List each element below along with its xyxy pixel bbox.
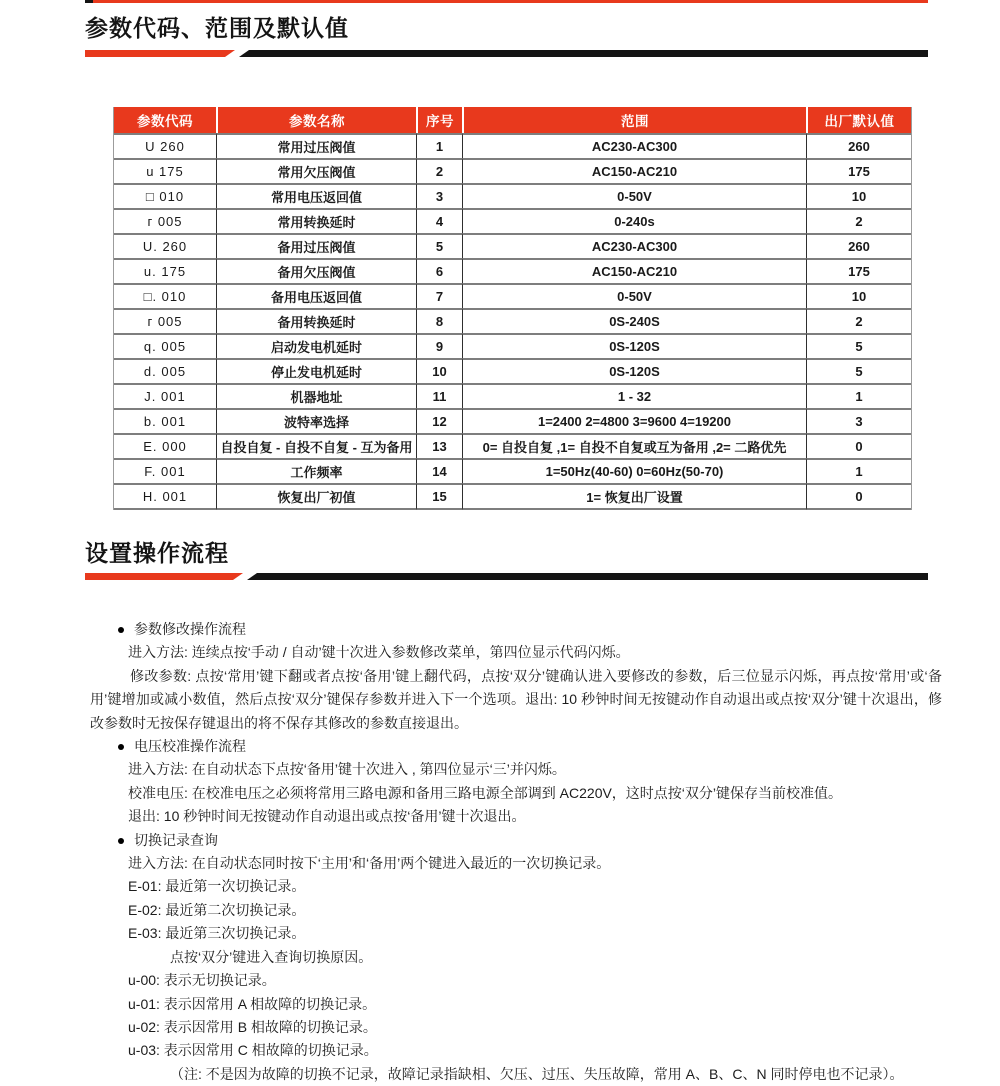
cell-name: 备用转换延时	[216, 308, 416, 333]
cell-seq: 1	[416, 133, 462, 158]
procedure-line: 退出: 10 秒钟时间无按键动作自动退出或点按‘备用’键十次退出。	[128, 808, 526, 825]
top-rule-cap	[85, 0, 93, 3]
procedure-line: 修改参数: 点按‘常用’键下翻或者点按‘备用’键上翻代码，点按‘双分’键确认进入要修改的参数，后三位显示闪烁，再点按‘常用’或‘备用’键增加或减小数值，然后点按‘双分’键保存参数并进入下一个选项。退出: 10 秒钟时间无按键动作自动退出或点按‘双分’键十次退出，修改参数时无按保存键退出的将不保存其修改的参数直接退出。	[90, 667, 942, 731]
section-title-parameters: 参数代码、范围及默认值	[85, 15, 349, 41]
section-divider	[85, 573, 928, 580]
procedure-line: E-03: 最近第三次切换记录。	[128, 925, 306, 942]
cell-range: 0S-120S	[462, 333, 806, 358]
bullet-icon	[118, 838, 124, 844]
column-header: 范围	[462, 107, 806, 133]
cell-name: 常用转换延时	[216, 208, 416, 233]
cell-seq: 8	[416, 308, 462, 333]
cell-default: 1	[806, 383, 911, 408]
procedure-title: 切换记录查询	[134, 831, 218, 848]
table-row	[114, 358, 911, 383]
cell-default: 10	[806, 283, 911, 308]
procedure-title: 参数修改操作流程	[134, 621, 246, 637]
cell-range: AC150-AC210	[462, 158, 806, 183]
parameter-table	[113, 107, 912, 510]
cell-seq: 3	[416, 183, 462, 208]
table-row	[114, 258, 911, 283]
cell-seq: 10	[416, 358, 462, 383]
cell-code: E. 000	[114, 433, 216, 458]
cell-code: d. 005	[114, 358, 216, 383]
cell-default: 10	[806, 183, 911, 208]
table-row	[114, 383, 911, 408]
cell-default: 5	[806, 333, 911, 358]
procedure-heading	[90, 735, 942, 758]
cell-code: U 260	[114, 133, 216, 158]
cell-range: 0-50V	[462, 283, 806, 308]
cell-code: b. 001	[114, 408, 216, 433]
cell-default: 260	[806, 233, 911, 258]
cell-name: 波特率选择	[216, 408, 416, 433]
column-header: 序号	[416, 107, 462, 133]
procedure-line: u-01: 表示因常用 A 相故障的切换记录。	[128, 995, 377, 1012]
procedure-line: E-02: 最近第二次切换记录。	[128, 901, 306, 918]
cell-code: □. 010	[114, 283, 216, 308]
cell-range: 1=50Hz(40-60) 0=60Hz(50-70)	[462, 458, 806, 483]
table-row	[114, 283, 911, 308]
procedure-title: 电压校准操作流程	[134, 738, 246, 755]
cell-name: 常用欠压阀值	[216, 158, 416, 183]
divider-red-segment	[85, 573, 243, 580]
cell-range: 1=2400 2=4800 3=9600 4=19200	[462, 408, 806, 433]
table-row	[114, 458, 911, 483]
cell-default: 175	[806, 158, 911, 183]
cell-default: 1	[806, 458, 911, 483]
cell-code: u 175	[114, 158, 216, 183]
cell-name: 自投自复 - 自投不自复 - 互为备用	[216, 433, 416, 458]
procedure-line: 进入方法: 连续点按‘手动 / 自动’键十次进入参数修改菜单，第四位显示代码闪烁。	[128, 644, 630, 661]
bullet-icon	[118, 627, 124, 633]
procedure-line: 校准电压: 在校准电压之必须将常用三路电源和备用三路电源全部调到 AC220V，这时点按‘双分’键保存当前校准值。	[128, 784, 843, 801]
table-row	[114, 483, 911, 510]
cell-name: 常用过压阀值	[216, 133, 416, 158]
cell-code: F. 001	[114, 458, 216, 483]
cell-default: 5	[806, 358, 911, 383]
cell-seq: 7	[416, 283, 462, 308]
procedure-line: u-00: 表示无切换记录。	[128, 972, 276, 989]
cell-default: 2	[806, 308, 911, 333]
cell-seq: 15	[416, 483, 462, 510]
divider-black-segment	[247, 573, 928, 580]
cell-seq: 14	[416, 458, 462, 483]
cell-default: 3	[806, 408, 911, 433]
table-row	[114, 408, 911, 433]
param-table-body	[114, 133, 911, 510]
cell-name: 常用电压返回值	[216, 183, 416, 208]
cell-seq: 6	[416, 258, 462, 283]
cell-seq: 2	[416, 158, 462, 183]
column-header: 出厂默认值	[806, 107, 911, 133]
table-row	[114, 133, 911, 158]
table-row	[114, 208, 911, 233]
procedure-line: 进入方法: 在自动状态下点按‘备用’键十次进入 , 第四位显示‘三’并闪烁。	[128, 761, 566, 778]
cell-range: AC150-AC210	[462, 258, 806, 283]
procedure-line: 进入方法: 在自动状态同时按下‘主用’和‘备用’两个键进入最近的一次切换记录。	[128, 855, 611, 872]
parameter-table-wrap	[113, 107, 910, 510]
cell-range: 0S-120S	[462, 358, 806, 383]
top-rule	[85, 0, 928, 3]
cell-range: 0-50V	[462, 183, 806, 208]
section-title-procedures: 设置操作流程	[85, 540, 229, 566]
cell-seq: 4	[416, 208, 462, 233]
bullet-icon	[118, 744, 124, 750]
cell-name: 备用电压返回值	[216, 283, 416, 308]
procedure-line: u-03: 表示因常用 C 相故障的切换记录。	[128, 1042, 378, 1059]
cell-range: 0= 自投自复 ,1= 自投不自复或互为备用 ,2= 二路优先	[462, 433, 806, 458]
cell-name: 机器地址	[216, 383, 416, 408]
cell-seq: 12	[416, 408, 462, 433]
cell-code: U. 260	[114, 233, 216, 258]
cell-seq: 5	[416, 233, 462, 258]
table-row	[114, 183, 911, 208]
section-divider	[85, 50, 928, 57]
cell-range: 1 - 32	[462, 383, 806, 408]
cell-code: q. 005	[114, 333, 216, 358]
cell-code: J. 001	[114, 383, 216, 408]
procedure-line: （注: 不是因为故障的切换不记录，故障记录指缺相、欠压、过压、失压故障，常用 A、B、C、N 同时停电也不记录）。	[170, 1065, 904, 1082]
cell-range: 0S-240S	[462, 308, 806, 333]
table-row	[114, 433, 911, 458]
cell-name: 备用欠压阀值	[216, 258, 416, 283]
table-row	[114, 158, 911, 183]
param-table-header-row	[114, 107, 911, 133]
cell-name: 停止发电机延时	[216, 358, 416, 383]
cell-code: г 005	[114, 308, 216, 333]
cell-default: 175	[806, 258, 911, 283]
table-row	[114, 233, 911, 258]
cell-range: 1= 恢复出厂设置	[462, 483, 806, 510]
cell-default: 2	[806, 208, 911, 233]
cell-default: 0	[806, 433, 911, 458]
procedures	[90, 618, 942, 1086]
cell-code: □ 010	[114, 183, 216, 208]
procedure-line: u-02: 表示因常用 B 相故障的切换记录。	[128, 1018, 377, 1035]
cell-seq: 9	[416, 333, 462, 358]
cell-default: 0	[806, 483, 911, 510]
procedure-line: 点按‘双分’键进入查询切换原因。	[170, 948, 373, 965]
column-header: 参数名称	[216, 107, 416, 133]
divider-red-segment	[85, 50, 235, 57]
cell-seq: 13	[416, 433, 462, 458]
cell-name: 启动发电机延时	[216, 333, 416, 358]
cell-range: AC230-AC300	[462, 133, 806, 158]
cell-seq: 11	[416, 383, 462, 408]
cell-name: 工作频率	[216, 458, 416, 483]
divider-black-segment	[239, 50, 928, 57]
cell-code: г 005	[114, 208, 216, 233]
table-row	[114, 308, 911, 333]
table-row	[114, 333, 911, 358]
cell-name: 备用过压阀值	[216, 233, 416, 258]
cell-default: 260	[806, 133, 911, 158]
procedure-heading	[90, 829, 942, 852]
procedure-heading	[90, 618, 942, 641]
column-header: 参数代码	[114, 107, 216, 133]
cell-name: 恢复出厂初值	[216, 483, 416, 510]
cell-range: 0-240s	[462, 208, 806, 233]
cell-range: AC230-AC300	[462, 233, 806, 258]
cell-code: u. 175	[114, 258, 216, 283]
cell-code: H. 001	[114, 483, 216, 510]
procedure-line: E-01: 最近第一次切换记录。	[128, 878, 306, 895]
